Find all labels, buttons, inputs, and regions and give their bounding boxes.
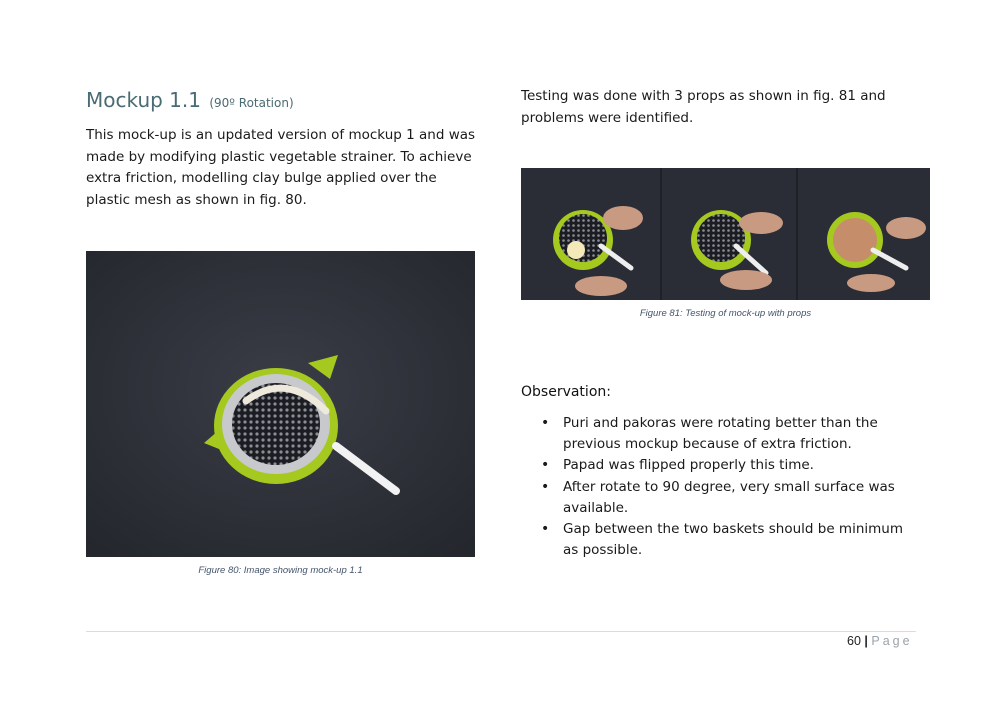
figure-81-image <box>521 168 930 300</box>
section-heading <box>86 88 294 112</box>
heading-sub: (90º Rotation) <box>209 96 294 110</box>
observation-list <box>521 413 921 561</box>
observation-item: • After rotate to 90 degree, very small surface was available. <box>521 477 921 519</box>
strainer-mockup-illustration <box>86 251 475 557</box>
observation-item: • Gap between the two baskets should be minimum as possible. <box>521 519 921 561</box>
observation-item: • Puri and pakoras were rotating better than the previous mockup because of extra friction. <box>521 413 921 455</box>
page-number: 60 <box>847 634 861 648</box>
page-footer <box>847 634 913 648</box>
page-word: Page <box>871 634 913 648</box>
footer-divider <box>86 631 916 632</box>
page-separator: | <box>864 634 868 648</box>
figure-81-caption: Figure 81: Testing of mock-up with props <box>639 308 812 319</box>
figure-80-image <box>86 251 475 557</box>
observation-item: • Papad was flipped properly this time. <box>521 455 921 476</box>
intro-paragraph: This mock-up is an updated version of mockup 1 and was made by modifying plastic vegetable strainer. To achieve extra friction, modelling clay bulge applied over the plastic mesh as shown in fig. 80. <box>86 127 476 208</box>
heading-main: Mockup 1.1 <box>86 88 201 112</box>
figure-80-caption: Figure 80: Image showing mock-up 1.1 <box>198 565 363 576</box>
props-testing-illustration <box>521 168 930 300</box>
observation-heading: Observation: <box>521 384 611 400</box>
testing-paragraph: Testing was done with 3 props as shown in fig. 81 and problems were identified. <box>521 88 886 126</box>
